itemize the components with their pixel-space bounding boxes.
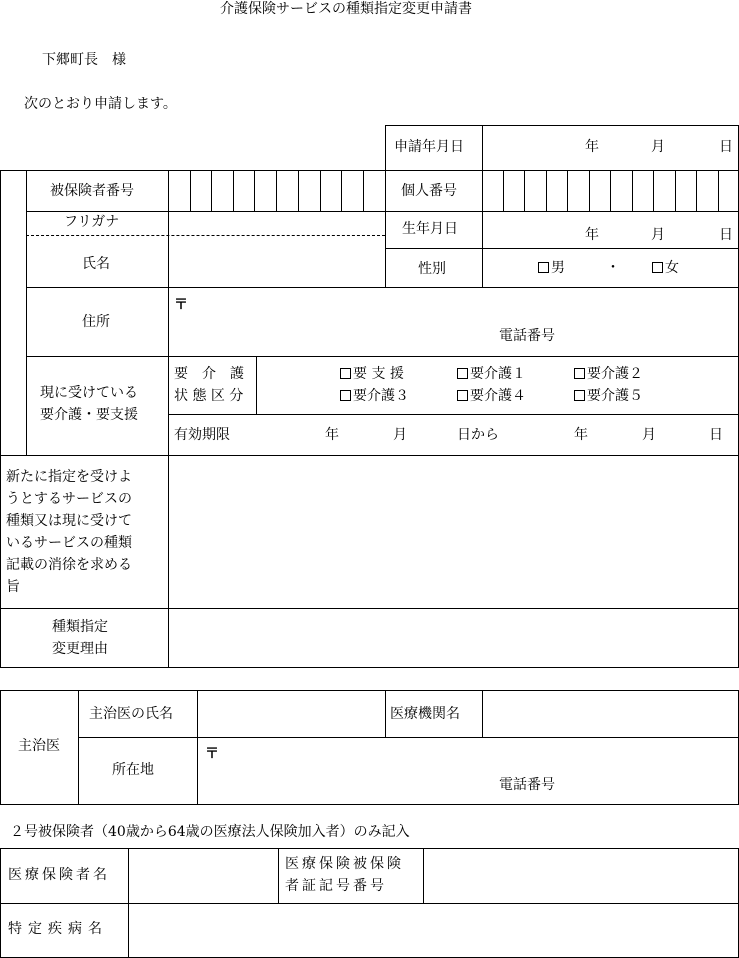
document-title: 介護保険サービスの種類指定変更申請書 xyxy=(220,1,472,17)
medical-institution-label: 医療機関名 xyxy=(390,706,460,722)
furigana-field[interactable] xyxy=(169,212,384,234)
certificate-number-field[interactable] xyxy=(424,849,738,902)
request-label: 新たに指定を受けよ うとするサービスの 種類又は現に受けて いるサービスの種類 記載の消徐を求める 旨 xyxy=(6,469,132,595)
reason-field[interactable] xyxy=(169,609,738,666)
insured-number-field[interactable] xyxy=(169,171,384,210)
current-care-label-line2: 要介護・要支援 xyxy=(40,407,138,423)
checkbox-icon xyxy=(340,368,351,379)
insurer-name-label: 医療保険者名 xyxy=(8,867,110,883)
personal-number-label: 個人番号 xyxy=(401,183,457,199)
reason-label-line2: 変更理由 xyxy=(52,641,108,657)
application-date-field[interactable]: 年 月 日 xyxy=(585,139,733,155)
reason-label-line1: 種類指定 xyxy=(52,619,108,635)
doctor-location-field[interactable] xyxy=(198,738,738,803)
furigana-label: フリガナ xyxy=(64,214,120,230)
option-care-4[interactable]: 要介護４ xyxy=(457,388,526,404)
certificate-number-label-line1: 医療保険被保険 xyxy=(285,856,404,872)
intro-text: 次のとおり申請します。 xyxy=(24,96,177,112)
postal-mark: 〒 xyxy=(174,297,188,313)
specified-disease-field[interactable] xyxy=(129,904,738,956)
care-category-label-line2: 状 態 区 分 xyxy=(174,388,244,404)
sex-female-option[interactable]: 女 xyxy=(652,260,679,276)
doctor-location-label: 所在地 xyxy=(112,762,154,778)
birth-date-label: 生年月日 xyxy=(402,221,458,237)
option-support[interactable]: 要 支 援 xyxy=(340,366,404,382)
certificate-number-label-line2: 者証記号番号 xyxy=(285,878,387,894)
checkbox-icon xyxy=(574,368,585,379)
validity-period-field[interactable]: 年 月 日から 年 月 日 xyxy=(325,427,723,443)
request-field[interactable] xyxy=(169,456,738,607)
checkbox-icon xyxy=(652,262,663,273)
insured-number-label: 被保険者番号 xyxy=(50,183,134,199)
care-category-label-line1: 要 介 護 xyxy=(174,366,244,382)
option-care-1[interactable]: 要介護１ xyxy=(457,366,526,382)
checkbox-icon xyxy=(538,262,549,273)
application-date-label: 申請年月日 xyxy=(394,139,464,155)
name-label: 氏名 xyxy=(82,256,110,272)
checkbox-icon xyxy=(457,390,468,401)
phone-label: 電話番号 xyxy=(499,328,555,344)
checkbox-icon xyxy=(340,390,351,401)
option-care-3[interactable]: 要介護３ xyxy=(340,388,409,404)
name-field[interactable] xyxy=(169,237,384,286)
insurer-name-field[interactable] xyxy=(129,849,277,902)
sex-male-option[interactable]: 男 xyxy=(538,260,565,276)
option-care-5[interactable]: 要介護５ xyxy=(574,388,643,404)
checkbox-icon xyxy=(574,390,585,401)
specified-disease-label: 特定疾病名 xyxy=(8,921,108,937)
current-care-label-line1: 現に受けている xyxy=(40,385,138,401)
addressee: 下郷町長 様 xyxy=(42,52,126,68)
doctor-name-field[interactable] xyxy=(198,691,384,736)
sex-label: 性別 xyxy=(418,261,446,277)
address-field[interactable] xyxy=(169,288,738,355)
checkbox-icon xyxy=(457,368,468,379)
doctor-section-label: 主治医 xyxy=(18,738,60,754)
doctor-name-label: 主治医の氏名 xyxy=(89,706,173,722)
sex-separator: ・ xyxy=(606,260,620,276)
phone-label: 電話番号 xyxy=(499,777,555,793)
postal-mark: 〒 xyxy=(205,746,219,762)
validity-label: 有効期限 xyxy=(174,427,230,443)
personal-number-field[interactable] xyxy=(483,171,738,210)
medical-institution-field[interactable] xyxy=(483,691,738,736)
birth-date-field[interactable]: 年 月 日 xyxy=(585,227,733,243)
secondary-insured-note: ２号被保険者（40歳から64歳の医療法人保険加入者）のみ記入 xyxy=(10,824,410,840)
option-care-2[interactable]: 要介護２ xyxy=(574,366,643,382)
address-label: 住所 xyxy=(82,314,110,330)
